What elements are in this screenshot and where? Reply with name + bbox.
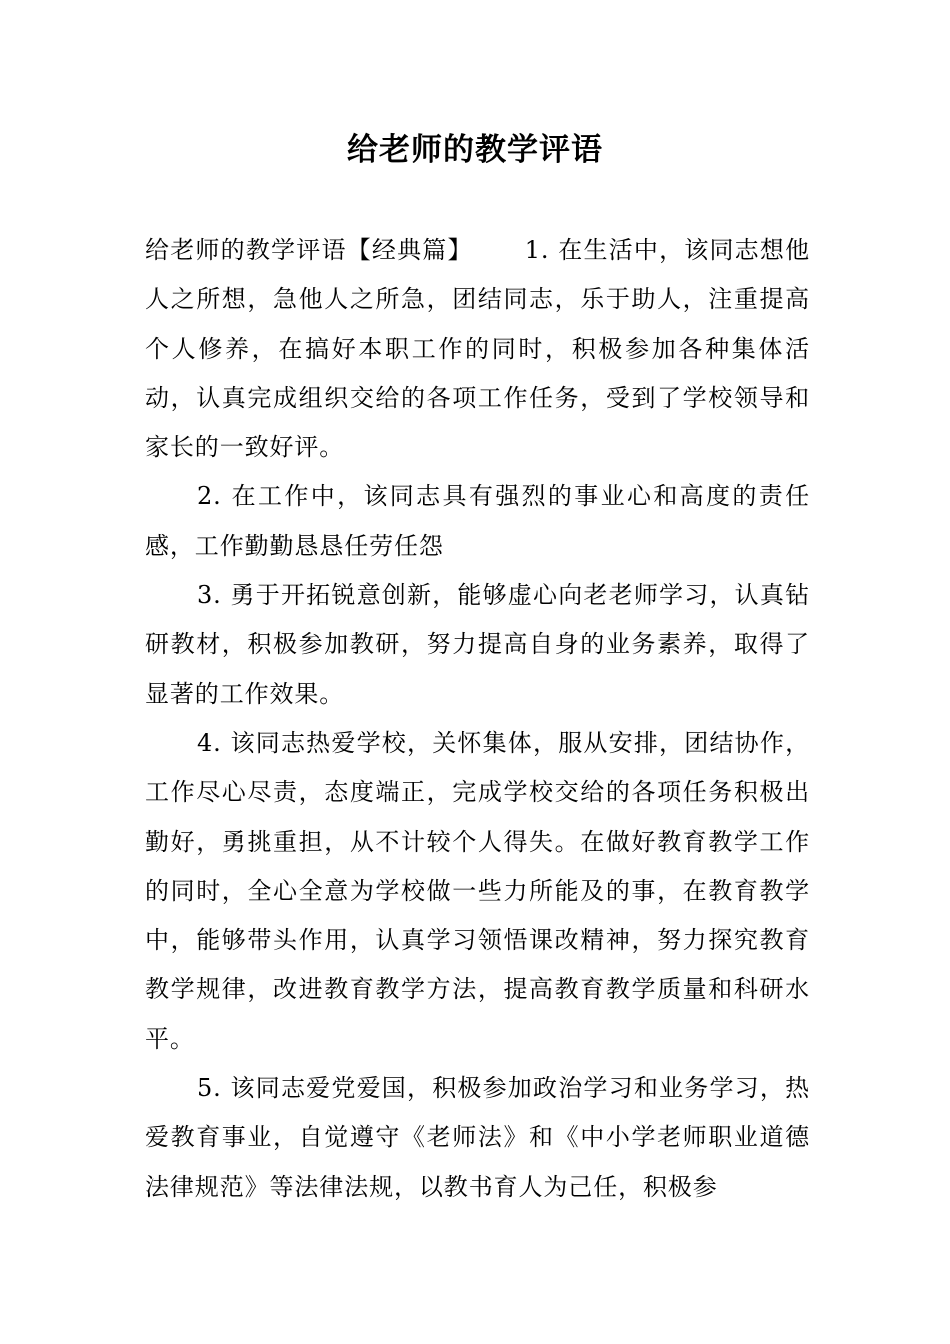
paragraph-2: 2. 在工作中，该同志具有强烈的事业心和高度的责任感，工作勤勤恳恳任劳任怨 (145, 482, 810, 560)
paragraph-4: 4. 该同志热爱学校，关怀集体，服从安排，团结协作，工作尽心尽责，态度端正，完成学校交给的各项任务积极出勤好，勇挑重担，从不计较个人得失。在做好教育教学工作的同时，全心全意为学校做一些力所能及的事，在教育教学中，能够带头作用，认真学习领悟课改精神，努力探究教育教学规律，改进教育教学方法，提高教育教学质量和科研水平。 (145, 728, 810, 1053)
paragraph-1-text: 1. 在生活中，该同志想他人之所想，急他人之所急，团结同志，乐于助人，注重提高个人修养，在搞好本职工作的同时，积极参加各种集体活动，认真完成组织交给的各项工作任务，受到了学校领导和家长的一致好评。 (145, 236, 811, 462)
paragraph-3: 3. 勇于开拓锐意创新，能够虚心向老老师学习，认真钻研教材，积极参加教研，努力提高自身的业务素养，取得了显著的工作效果。 (145, 581, 810, 708)
paragraph-1 (145, 226, 810, 472)
document-title: 给老师的教学评语 (347, 132, 603, 168)
document-body (145, 226, 810, 1212)
intro-heading: 给老师的教学评语【经典篇】 (145, 236, 473, 264)
paragraph-5: 5. 该同志爱党爱国，积极参加政治学习和业务学习，热爱教育事业，自觉遵守《老师法》和《中小学老师职业道德法律规范》等法律法规，以教书育人为己任，积极参 (145, 1074, 810, 1201)
